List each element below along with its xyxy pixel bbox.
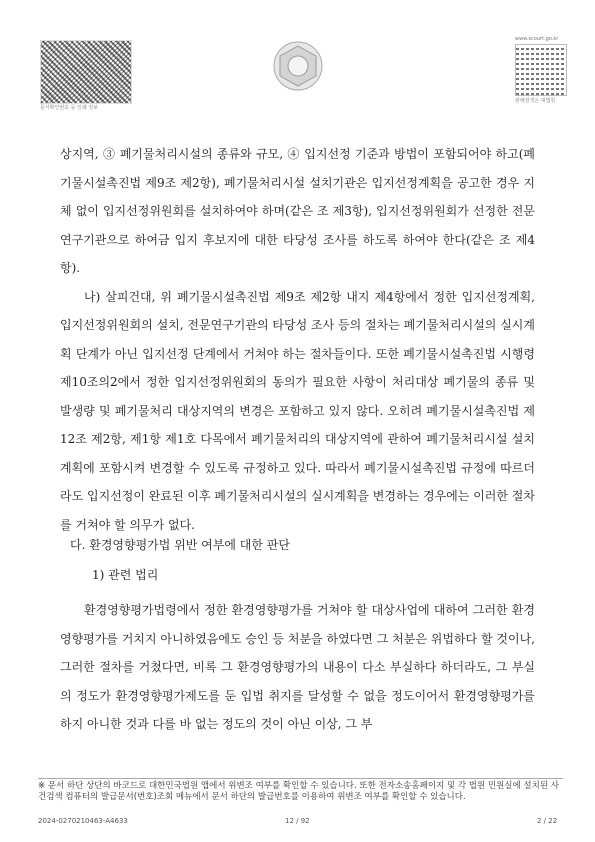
section-heading-da: 다. 환경영향평가법 위반 여부에 대한 판단	[70, 538, 290, 552]
paragraph-2: 나) 살피건대, 위 폐기물시설촉진법 제9조 제2항 내지 제4항에서 정한 입지선정계획, 입지선정위원회의 설치, 전문연구기관의 타당성 조사 등의 절차는 폐기물처리시설의 실시계획 단계가 아닌 입지선정 단계에서 거쳐야 하는 절차들이다. 또한 폐기물시설촉진법 시행령 제10조의2에서 정한 입지선정위원회의 동의가 필요한 사항이 처리대상 폐기물의 종류 및 발생량 및 폐기물처리 대상지역의 변경은 포함하고 있지 않다. 오히려 폐기물시설촉진법 제12조 제2항, 제1항 제1호 다목에서 폐기물처리의 대상지역에 관하여 폐기물처리시설 설치계획에 포함시켜 변경할 수 있도록 규정하고 있다. 따라서 폐기물시설촉진법 규정에 따르더라도 입지선정이 완료된 이후 폐기물처리시설의 실시계획을 변경하는 경우에는 이러한 절차를 거쳐야 할 의무가 없다.	[60, 289, 535, 532]
qr-code[interactable]	[515, 44, 567, 96]
qr-url: www.scourt.go.kr	[515, 36, 559, 42]
page-number: 12 / 92	[285, 817, 310, 825]
court-emblem-icon	[272, 40, 324, 92]
document-barcode	[40, 40, 132, 104]
document-id: 2024-0270210463-A4633	[38, 817, 128, 825]
sheet-number: 2 / 22	[537, 817, 558, 825]
subsection-heading-1: 1) 관련 법리	[92, 568, 159, 582]
verification-notice: ※ 문서 하단 상단의 바코드로 대한민국법원 앱에서 위변조 여부를 확인할 수 있습니다. 또한 전자소송홈페이지 및 각 법원 민원실에 설치된 사건검색 컴퓨터의 발급문서(번호)조회 메뉴에서 문서 하단의 발급번호를 이용하여 위변조 여부를 확인할 수 있습니다.	[38, 778, 563, 803]
qr-caption: 판례검색은 대법원	[515, 98, 556, 104]
barcode-caption: 문서확인번호 등 인쇄 정보	[40, 105, 98, 111]
paragraph-1: 상지역, ③ 폐기물처리시설의 종류와 규모, ④ 입지선정 기준과 방법이 포함되어야 하고(폐기물시설촉진법 제9조 제2항), 폐기물처리시설 설치기관은 입지선정계획을 공고한 경우 지체 없이 입지선정위원회를 설치하여야 하며(같은 조 제3항), 입지선정위원회가 선정한 전문연구기관으로 하여금 입지 후보지에 대한 타당성 조사를 하도록 하여야 한다(같은 조 제4항).	[60, 147, 535, 275]
judgment-body	[60, 140, 535, 539]
paragraph-3: 환경영향평가법령에서 정한 환경영향평가를 거쳐야 할 대상사업에 대하여 그러한 환경영향평가를 거치지 아니하였음에도 승인 등 처분을 하였다면 그 처분은 위법하다 할 것이나, 그러한 절차를 거쳤다면, 비록 그 환경영향평가의 내용이 다소 부실하다 하더라도, 그 부실의 정도가 환경영향평가제도를 둔 입법 취지를 달성할 수 없을 정도이어서 환경영향평가를 하지 아니한 것과 다를 바 없는 정도의 것이 아닌 이상, 그 부	[60, 603, 535, 731]
judgment-body-continued	[60, 596, 535, 739]
